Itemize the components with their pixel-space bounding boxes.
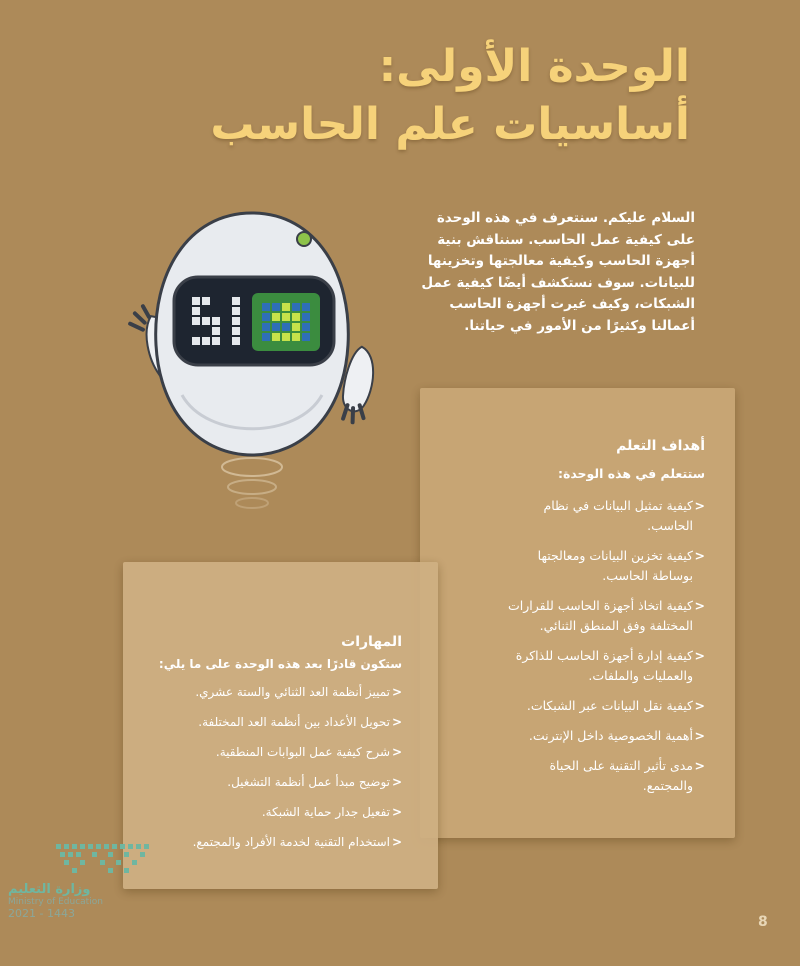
- list-item: < مدى تأثير التقنية على الحياة والمجتمع.: [505, 756, 705, 796]
- ministry-name-english: Ministry of Education: [8, 897, 103, 907]
- learning-goals-title: أهداف التعلم: [616, 438, 705, 454]
- list-item: < تفعيل جدار حماية الشبكة.: [152, 802, 402, 822]
- edition-year: 2021 - 1443: [8, 907, 75, 920]
- ministry-logo-icon: [8, 838, 158, 878]
- learning-goals: [505, 436, 705, 806]
- learning-goals-intro: ستتعلم في هذه الوحدة:: [557, 466, 705, 481]
- ministry-name-arabic: وزارة التعليم: [8, 882, 91, 897]
- list-item: < تحويل الأعداد بين أنظمة العد المختلفة.: [152, 712, 402, 732]
- list-item: < كيفية نقل البيانات عبر الشبكات.: [505, 696, 705, 716]
- unit-title-line1: الوحدة الأولى:: [378, 41, 690, 92]
- robot-illustration: [112, 205, 402, 515]
- list-item: < توضيح مبدأ عمل أنظمة التشغيل.: [152, 772, 402, 792]
- list-item: < تمييز أنظمة العد الثنائي والستة عشري.: [152, 682, 402, 702]
- list-item: < كيفية تخزين البيانات ومعالجتها بوساطة الحاسب.: [505, 546, 705, 586]
- list-item: < شرح كيفية عمل البوابات المنطقية.: [152, 742, 402, 762]
- skills-list: [152, 682, 402, 852]
- list-item: < كيفية اتخاذ أجهزة الحاسب للقرارات المختلفة وفق المنطق الثنائي.: [505, 596, 705, 636]
- unit-title-line2: أساسيات علم الحاسب: [210, 99, 690, 150]
- list-item: < استخدام التقنية لخدمة الأفراد والمجتمع.: [152, 832, 402, 852]
- list-item: < أهمية الخصوصية داخل الإنترنت.: [505, 726, 705, 746]
- skills-intro: ستكون قادرًا بعد هذه الوحدة على ما يلي:: [158, 657, 402, 671]
- list-item: < كيفية تمثيل البيانات في نظام الحاسب.: [505, 496, 705, 536]
- unit-title: [210, 38, 690, 154]
- learning-goals-list: [505, 496, 705, 796]
- ministry-logo: [8, 838, 158, 920]
- list-item: < كيفية إدارة أجهزة الحاسب للذاكرة والعمليات والملفات.: [505, 646, 705, 686]
- skills: [152, 632, 402, 862]
- intro-paragraph: السلام عليكم. سنتعرف في هذه الوحدة على كيفية عمل الحاسب. سنناقش بنية أجهزة الحاسب وكيفية معالجتها وتخزينها للبيانات. سوف نستكشف أيضًا كيفية عمل الشبكات، وكيف غيرت أجهزة الحاسب أعمالنا وكثيرًا من الأمور في حياتنا.: [421, 210, 695, 334]
- page-number: 8: [758, 914, 768, 930]
- skills-title: المهارات: [341, 634, 402, 650]
